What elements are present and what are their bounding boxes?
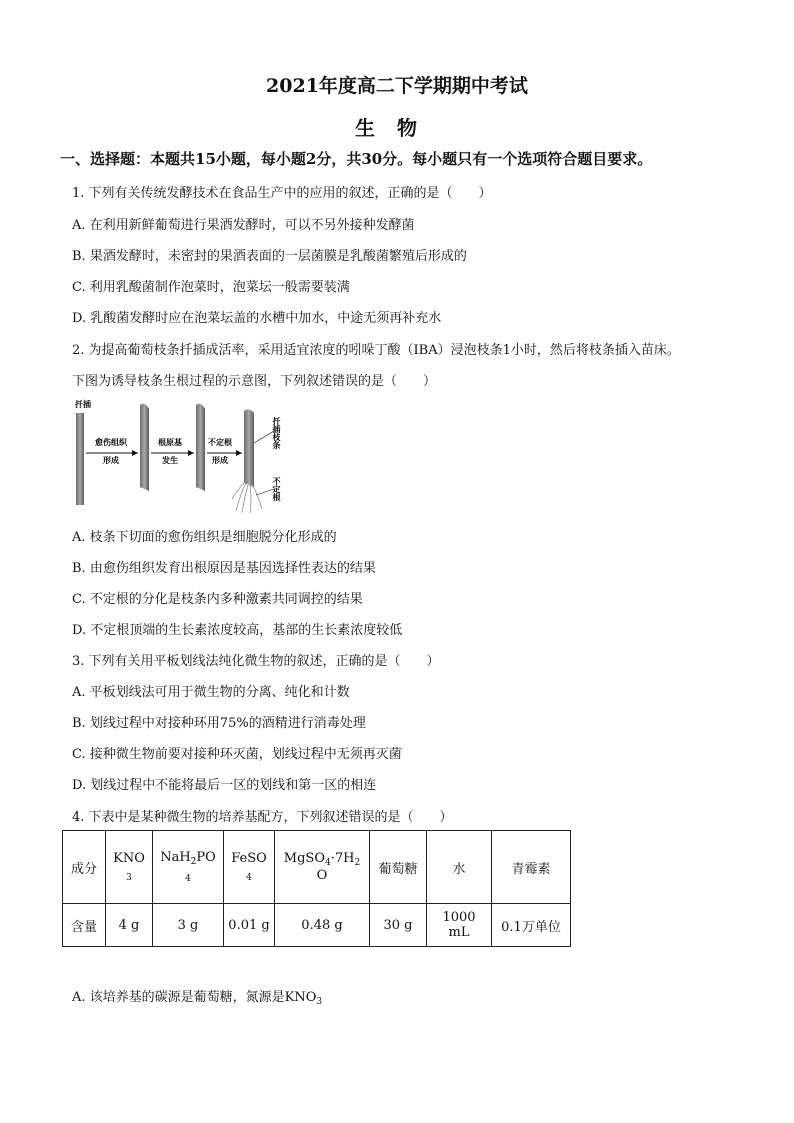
q3-option-a: A. 平板划线法可用于微生物的分离、纯化和计数 — [72, 685, 350, 700]
value-nah2po4: 3 g — [153, 904, 224, 947]
header-water: 水 — [427, 831, 492, 904]
q3-option-d: D. 划线过程中不能将最后一区的划线和第一区的相连 — [72, 778, 377, 793]
value-kno3: 4 g — [106, 904, 153, 947]
label-cutting: 扦插 — [75, 399, 91, 409]
q2-stem-line2: 下图为诱导枝条生根过程的示意图，下列叙述错误的是（ ） — [72, 374, 437, 389]
q4-option-a: A. 该培养基的碳源是葡萄糖，氮源是$KNO_3$ — [72, 990, 323, 1007]
step2-label-2: 发生 — [162, 455, 178, 465]
value-penicillin: 0.1万单位 — [492, 904, 571, 947]
culture-medium-table — [62, 830, 571, 947]
stem-4 — [244, 409, 254, 487]
value-glucose: 30 g — [370, 904, 427, 947]
q1-option-d: D. 乳酸菌发酵时应在泡菜坛盖的水槽中加水，中途无须再补充水 — [72, 311, 442, 326]
q1-option-b: B. 果酒发酵时，未密封的果酒表面的一层菌膜是乳酸菌繁殖后形成的 — [72, 249, 467, 264]
q3-option-c: C. 接种微生物前要对接种环灭菌，划线过程中无须再灭菌 — [72, 747, 402, 762]
header-penicillin: 青霉素 — [492, 831, 571, 904]
header-nah2po4: NaH$_2$PO $_4$ — [153, 831, 224, 904]
q1-option-a: A. 在利用新鲜葡萄进行果酒发酵时，可以不另外接种发酵菌 — [72, 218, 415, 233]
stem-3 — [196, 404, 205, 491]
value-mgso4: 0.48 g — [275, 904, 370, 947]
label-root: 不定根 — [272, 477, 282, 501]
section-heading: 一、选择题：本题共15小题，每小题2分，共30分。每小题只有一个选项符合题目要求。 — [60, 150, 653, 168]
step2-label-1: 根原基 — [158, 437, 182, 447]
row-label-component: 成分 — [63, 831, 106, 904]
step3-label-1: 不定根 — [208, 437, 232, 447]
subject-title: 生物 — [355, 116, 439, 140]
adventitious-roots — [232, 482, 262, 513]
label-branch: 扦插枝条 — [272, 417, 282, 449]
q3-stem: 3. 下列有关用平板划线法纯化微生物的叙述，正确的是（ ） — [72, 654, 440, 669]
q1-option-c: C. 利用乳酸菌制作泡菜时，泡菜坛一般需要装满 — [72, 280, 350, 295]
header-mgso4: $MgSO_4\cdot 7H_2$ O — [275, 831, 370, 904]
step1-label-1: 愈伤组织 — [95, 437, 127, 447]
q2-option-a: A. 枝条下切面的愈伤组织是细胞脱分化形成的 — [72, 530, 337, 545]
q3-option-b: B. 划线过程中对接种环用75%的酒精进行消毒处理 — [72, 716, 366, 731]
exam-title: 2021年度高二下学期期中考试 — [266, 75, 528, 97]
q2-stem-line1: 2. 为提高葡萄枝条扦插成活率，采用适宜浓度的吲哚丁酸（IBA）浸泡枝条1小时，然后将枝条插入苗床。 — [72, 343, 680, 358]
value-water: 1000 mL — [427, 904, 492, 947]
header-glucose: 葡萄糖 — [370, 831, 427, 904]
q2-option-d: D. 不定根顶端的生长素浓度较高，基部的生长素浓度较低 — [72, 623, 403, 638]
value-feso4: 0.01 g — [224, 904, 275, 947]
q1-stem: 1. 下列有关传统发酵技术在食品生产中的应用的叙述，正确的是（ ） — [72, 186, 492, 201]
q2-option-c: C. 不定根的分化是枝条内多种激素共同调控的结果 — [72, 592, 363, 607]
header-kno3: KNO $_3$ — [106, 831, 153, 904]
q2-option-b: B. 由愈伤组织发育出根原因是基因选择性表达的结果 — [72, 561, 376, 576]
step1-label-2: 形成 — [103, 455, 119, 465]
stem-1 — [76, 413, 84, 505]
table-row — [63, 904, 571, 947]
header-feso4: FeSO $_4$ — [224, 831, 275, 904]
table-row — [63, 831, 571, 904]
row-label-amount: 含量 — [63, 904, 106, 947]
q4-stem: 4. 下表中是某种微生物的培养基配方，下列叙述错误的是（ ） — [72, 810, 453, 825]
rooting-diagram — [72, 395, 302, 515]
step3-label-2: 形成 — [212, 455, 228, 465]
stem-2 — [140, 404, 149, 491]
